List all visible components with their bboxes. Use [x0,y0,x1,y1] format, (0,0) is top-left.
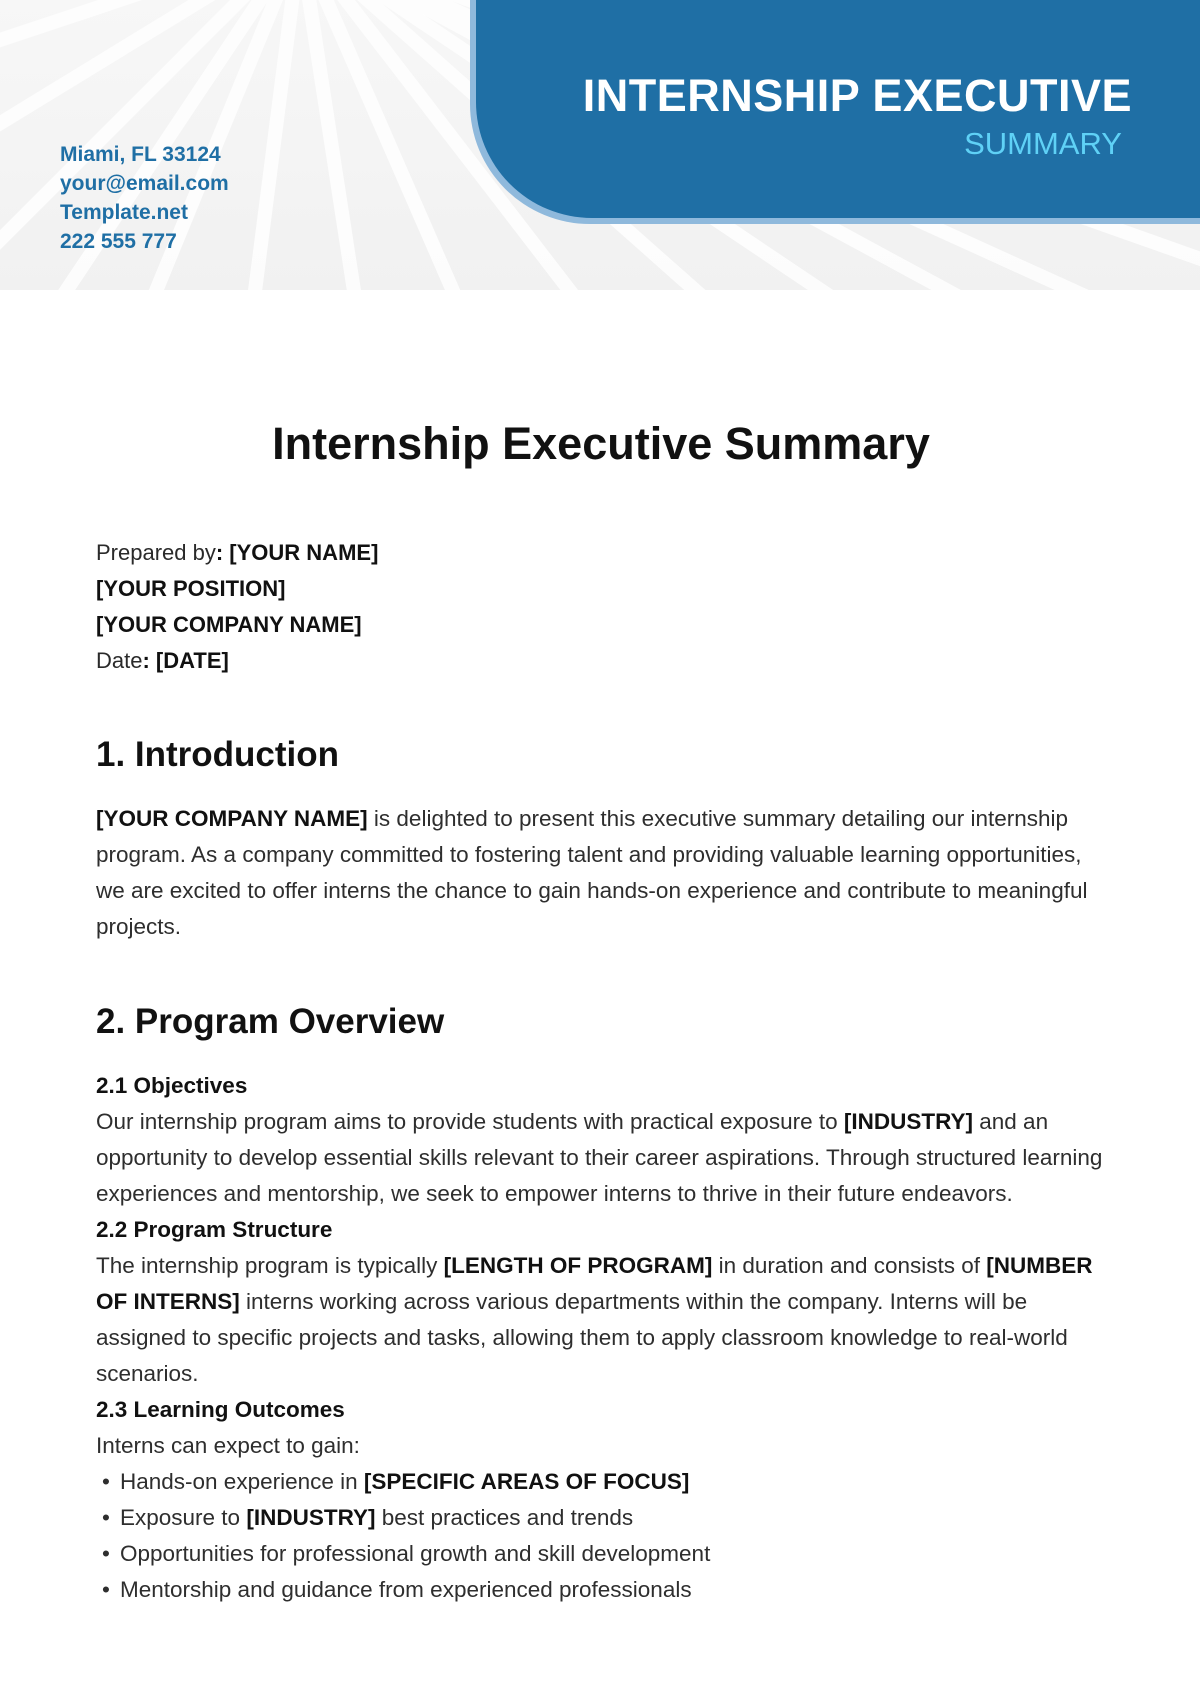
structure-text-3: interns working across various departments within the company. Interns will be assigned to specific projects and tasks, allowing them to apply classroom knowledge to real-world scenarios. [96,1289,1068,1386]
prepared-block [96,535,378,679]
position-line [96,571,378,607]
prepared-by-line [96,535,378,571]
list-item [96,1500,1106,1536]
structure-length: [LENGTH OF PROGRAM] [443,1253,713,1278]
prepared-by-label: Prepared by [96,540,216,565]
position-value: [YOUR POSITION] [96,576,286,601]
section-heading-introduction: 1. Introduction [96,735,340,774]
outcome-3-text: Opportunities for professional growth and skill development [120,1541,711,1566]
contact-phone: 222 555 777 [60,230,177,253]
intro-text: is delighted to present this executive summary detailing our internship program. As a company committed to fostering talent and providing valuable learning opportunities, we are excited to offer interns the chance to gain hands-on experience and contribute to meaningful projects. [96,806,1088,939]
objectives-text-2: and an opportunity to develop essential skills relevant to their career aspirations. Through structured learning experiences and mentorship, we seek to empower interns to thrive in their future endeavors. [96,1109,1103,1206]
outcome-1-bold: [SPECIFIC AREAS OF FOCUS] [363,1469,690,1494]
outcome-4-text: Mentorship and guidance from experienced professionals [120,1577,692,1602]
date-line [96,643,378,679]
banner-title: INTERNSHIP EXECUTIVE [582,70,1132,121]
outcomes-list [96,1464,1106,1608]
subheading-program-structure: 2.2 Program Structure [96,1217,333,1242]
objectives-paragraph [96,1104,1106,1212]
page-title: Internship Executive Summary [272,418,930,469]
outcome-2-text-a: Exposure to [120,1505,247,1530]
prepared-by-value: : [YOUR NAME] [215,540,379,565]
company-value: [YOUR COMPANY NAME] [96,612,362,637]
outcome-2-bold: [INDUSTRY] [246,1505,376,1530]
introduction-paragraph [96,801,1106,945]
objectives-industry: [INDUSTRY] [843,1109,974,1134]
structure-text-2: in duration and consists of [712,1253,987,1278]
list-item [96,1572,1106,1608]
structure-number: [NUMBER OF INTERNS] [96,1253,1093,1314]
contact-website[interactable]: Template.net [60,201,188,224]
objectives-text-1: Our internship program aims to provide students with practical exposure to [96,1109,844,1134]
outcome-2-text-c: best practices and trends [375,1505,634,1530]
contact-block [60,140,229,256]
subheading-learning-outcomes: 2.3 Learning Outcomes [96,1397,345,1422]
company-line [96,607,378,643]
structure-text-1: The internship program is typically [96,1253,444,1278]
contact-address: Miami, FL 33124 [60,143,221,166]
list-item [96,1536,1106,1572]
program-overview-content [96,1068,1106,1608]
date-label: Date [96,648,143,673]
section-heading-program-overview: 2. Program Overview [96,1002,445,1041]
document-header [0,0,1200,290]
subheading-objectives: 2.1 Objectives [96,1073,248,1098]
contact-email[interactable]: your@email.com [60,172,229,195]
structure-paragraph [96,1248,1106,1392]
list-item [96,1464,1106,1500]
date-value: : [DATE] [142,648,229,673]
intro-company-name: [YOUR COMPANY NAME] [96,806,368,831]
outcomes-intro: Interns can expect to gain: [96,1433,360,1458]
outcome-1-text: Hands-on experience in [120,1469,364,1494]
banner-subtitle: SUMMARY [964,126,1122,161]
